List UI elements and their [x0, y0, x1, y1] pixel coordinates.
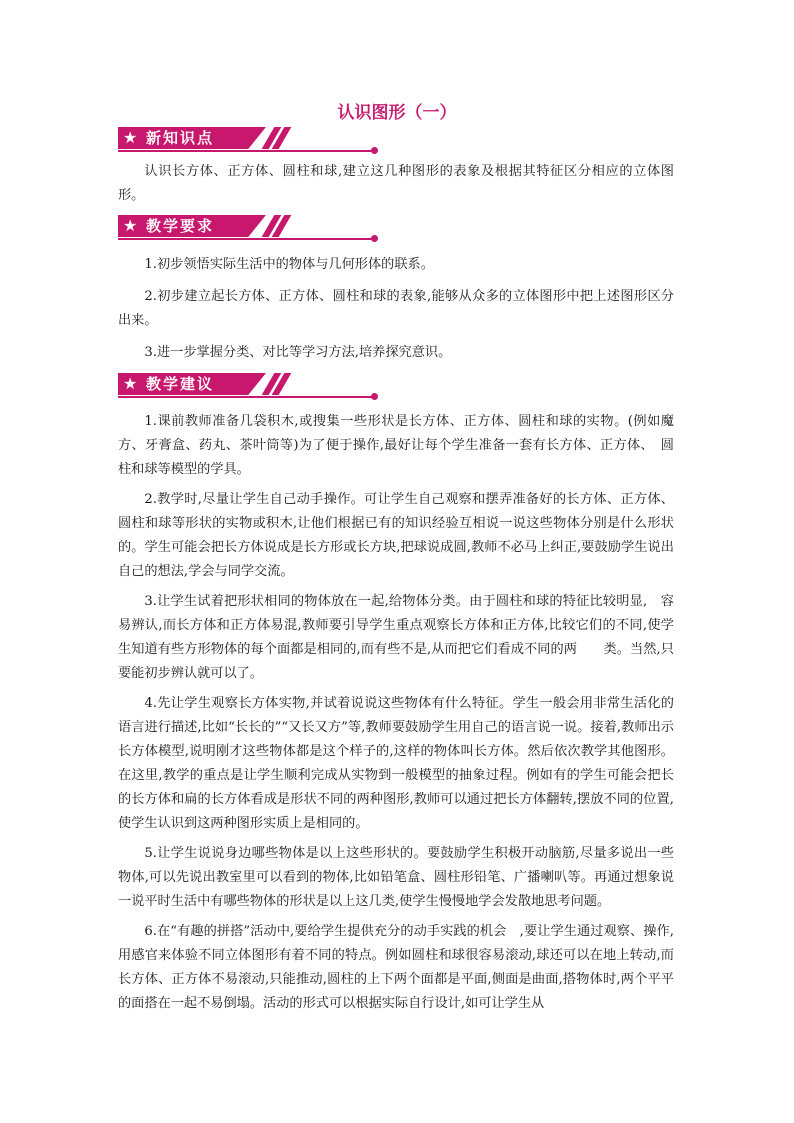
section-heading: 新知识点 [146, 129, 215, 147]
star-icon: ★ [123, 216, 138, 235]
star-icon: ★ [123, 374, 138, 393]
paragraph: 认识长方体、正方体、圆柱和球,建立这几种图形的表象及根据其特征区分相应的立体图形。 [118, 164, 674, 203]
section-header-teaching-suggestions [118, 373, 388, 403]
divider [118, 238, 376, 240]
list-item: 6.在“有趣的拼搭”活动中,要给学生提供充分的动手实践的机会 ,要让学生通过观察、操作,用感官来体验不同立体图形有着不同的特点。例如圆柱和球很容易滚动,球还可以在地上转动,而长方体、正方体不易滚动,只能推动,圆柱的上下两个面都是平面,侧面是曲面,搭物体时,两个平平的面搭在一起不易倒塌。活动的形式可以根据实际自行设计,如可让学生从 [118, 924, 674, 1011]
page-title: 认识图形（一） [337, 103, 457, 123]
section-heading: 教学要求 [146, 217, 215, 235]
section-heading: 教学建议 [146, 375, 215, 393]
section-header-new-knowledge [118, 127, 388, 157]
divider [118, 150, 376, 152]
section-body-new-knowledge [118, 160, 674, 212]
section-body-teaching-requirements [118, 253, 674, 373]
divider [118, 396, 376, 398]
section-body-teaching-suggestions [118, 410, 674, 1022]
list-item: 5.让学生说说身边哪些物体是以上这些形状的。要鼓励学生积极开动脑筋,尽量多说出一些物体,可以先说出教室里可以看到的物体,比如铅笔盒、圆柱形铅笔、广播喇叭等。再通过想象说一说平时生活中有哪些物体的形状是以上这几类,使学生慢慢地学会发散地思考问题。 [118, 846, 674, 909]
star-icon: ★ [123, 128, 138, 147]
list-item: 3.让学生试着把形状相同的物体放在一起,给物体分类。由于圆柱和球的特征比较明显, 容易辨认,而长方体和正方体易混,教师要引导学生重点观察长方体和正方体,比较它们的不同,使学生知道有些方形物体的每个面都是相同的,而有些不是,从而把它们看成不同的两 类。当然,只要能初步辨认就可以了。 [118, 594, 674, 681]
list-item: 2.教学时,尽量让学生自己动手操作。可让学生自己观察和摆弄准备好的长方体、正方体、圆柱和球等形状的实物或积木,让他们根据已有的知识经验互相说一说这些物体分别是什么形状的。学生可能会把长方体说成是长方形或长方块,把球说成圆,教师不必马上纠正,要鼓励学生说出自己的想法,学会与同学交流。 [118, 492, 674, 579]
list-item: 4.先让学生观察长方体实物,并试着说说这些物体有什么特征。学生一般会用非常生活化的语言进行描述,比如“长长的”“又长又方”等,教师要鼓励学生用自己的语言说一说。接着,教师出示长方体模型,说明刚才这些物体都是这个样子的,这样的物体叫长方体。然后依次教学其他图形。在这里,教学的重点是让学生顺利完成从实物到一般模型的抽象过程。例如有的学生可能会把长的长方体和扁的长方体看成是形状不同的两种图形,教师可以通过把长方体翻转,摆放不同的位置,使学生认识到这两种图形实质上是相同的。 [118, 696, 674, 831]
list-item: 1.初步领悟实际生活中的物体与几何形体的联系。 [144, 257, 434, 272]
list-item: 2.初步建立起长方体、正方体、圆柱和球的表象,能够从众多的立体图形中把上述图形区分出来。 [118, 289, 674, 328]
section-header-teaching-requirements [118, 215, 388, 245]
list-item: 3.进一步掌握分类、对比等学习方法,培养探究意识。 [144, 345, 452, 360]
list-item: 1.课前教师准备几袋积木,或搜集一些形状是长方体、正方体、圆柱和球的实物。(例如魔方、牙膏盒、药丸、茶叶筒等)为了便于操作,最好让每个学生准备一套有长方体、正方体、 圆柱和球等模型的学具。 [118, 414, 674, 477]
